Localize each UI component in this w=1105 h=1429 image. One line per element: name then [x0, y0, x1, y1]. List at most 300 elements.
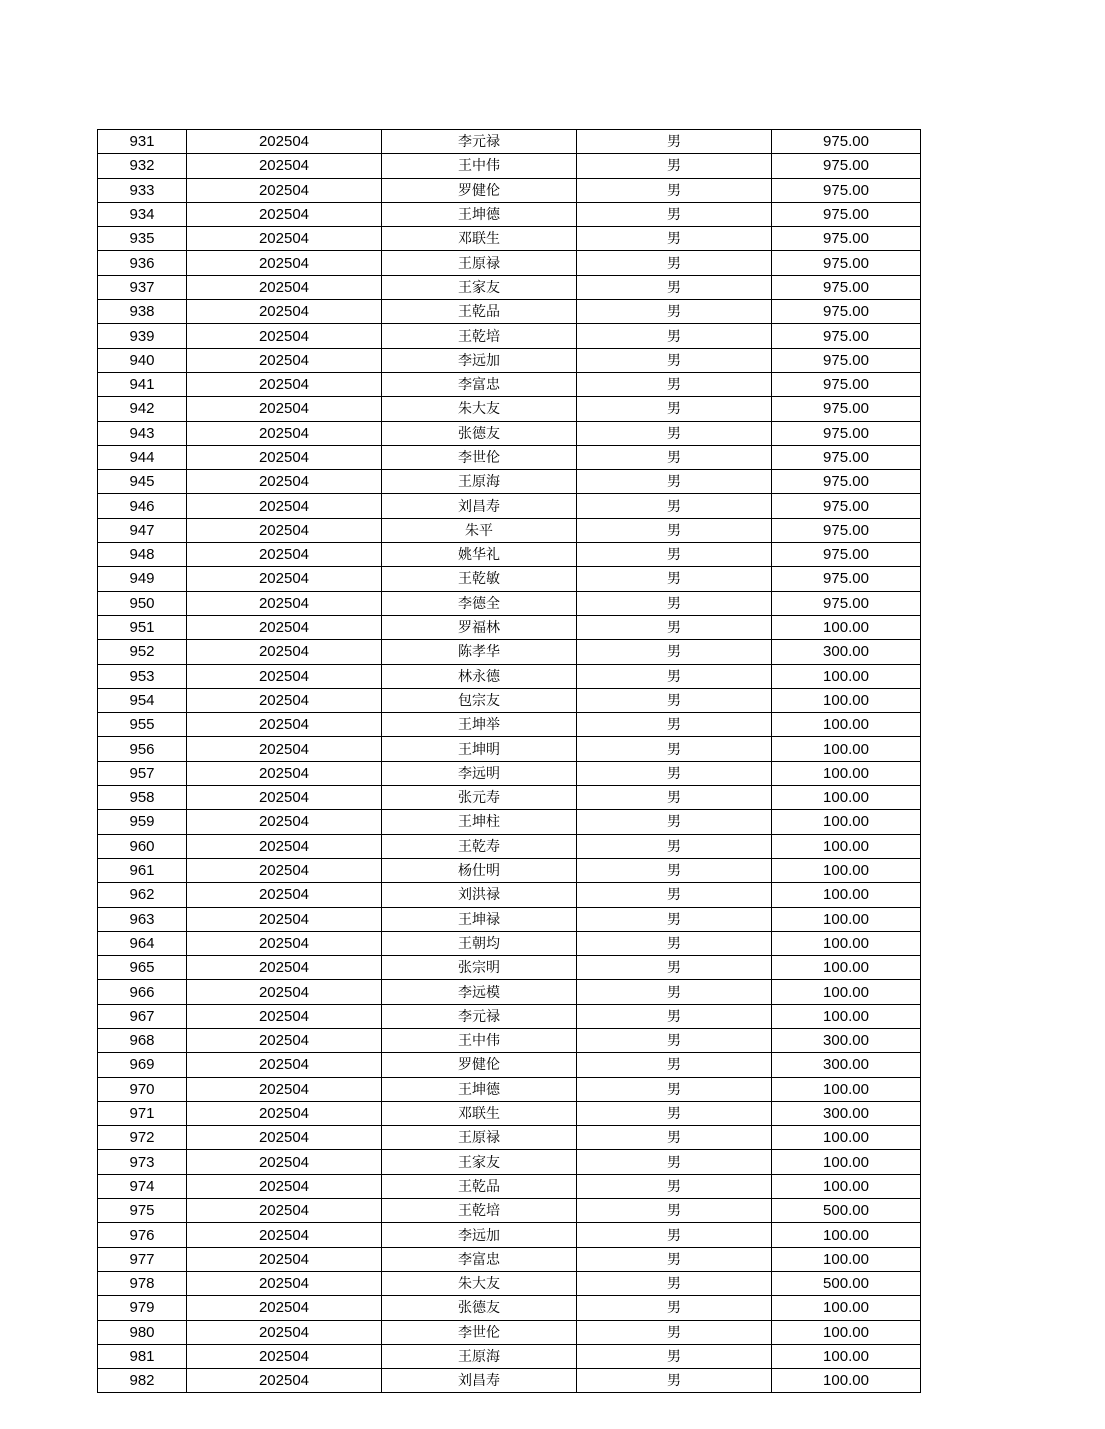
period-cell: 202504: [187, 1150, 382, 1174]
row-number-cell: 931: [98, 130, 187, 154]
row-number-cell: 972: [98, 1126, 187, 1150]
table-row: [98, 1150, 921, 1174]
period-cell: 202504: [187, 1296, 382, 1320]
period-cell: 202504: [187, 1174, 382, 1198]
table-row: [98, 931, 921, 955]
row-number-cell: 936: [98, 251, 187, 275]
row-number-cell: 977: [98, 1247, 187, 1271]
table-row: [98, 1101, 921, 1125]
row-number-cell: 933: [98, 178, 187, 202]
amount-cell: 100.00: [772, 1223, 921, 1247]
name-cell: 王原海: [382, 470, 577, 494]
name-cell: 李德全: [382, 591, 577, 615]
period-cell: 202504: [187, 178, 382, 202]
period-cell: 202504: [187, 786, 382, 810]
period-cell: 202504: [187, 494, 382, 518]
name-cell: 刘洪禄: [382, 883, 577, 907]
name-cell: 李世伦: [382, 445, 577, 469]
period-cell: 202504: [187, 543, 382, 567]
gender-cell: 男: [577, 786, 772, 810]
amount-cell: 100.00: [772, 858, 921, 882]
period-cell: 202504: [187, 737, 382, 761]
gender-cell: 男: [577, 518, 772, 542]
name-cell: 张宗明: [382, 956, 577, 980]
gender-cell: 男: [577, 931, 772, 955]
table-row: [98, 397, 921, 421]
amount-cell: 975.00: [772, 202, 921, 226]
row-number-cell: 954: [98, 688, 187, 712]
period-cell: 202504: [187, 664, 382, 688]
row-number-cell: 970: [98, 1077, 187, 1101]
name-cell: 刘昌寿: [382, 494, 577, 518]
row-number-cell: 959: [98, 810, 187, 834]
name-cell: 罗健伦: [382, 178, 577, 202]
name-cell: 王乾培: [382, 324, 577, 348]
name-cell: 王原禄: [382, 1126, 577, 1150]
row-number-cell: 934: [98, 202, 187, 226]
table-row: [98, 251, 921, 275]
row-number-cell: 949: [98, 567, 187, 591]
table-row: [98, 1174, 921, 1198]
amount-cell: 100.00: [772, 688, 921, 712]
row-number-cell: 941: [98, 372, 187, 396]
amount-cell: 975.00: [772, 227, 921, 251]
row-number-cell: 944: [98, 445, 187, 469]
name-cell: 王乾品: [382, 1174, 577, 1198]
amount-cell: 975.00: [772, 567, 921, 591]
gender-cell: 男: [577, 300, 772, 324]
name-cell: 王坤柱: [382, 810, 577, 834]
table-row: [98, 1126, 921, 1150]
table-row: [98, 713, 921, 737]
period-cell: 202504: [187, 1077, 382, 1101]
name-cell: 朱大友: [382, 397, 577, 421]
table-row: [98, 1199, 921, 1223]
row-number-cell: 948: [98, 543, 187, 567]
gender-cell: 男: [577, 543, 772, 567]
table-row: [98, 494, 921, 518]
table-row: [98, 1271, 921, 1295]
table-row: [98, 130, 921, 154]
name-cell: 罗福林: [382, 615, 577, 639]
name-cell: 李远明: [382, 761, 577, 785]
table-row: [98, 1077, 921, 1101]
table-row: [98, 810, 921, 834]
gender-cell: 男: [577, 202, 772, 226]
name-cell: 邓联生: [382, 227, 577, 251]
amount-cell: 975.00: [772, 300, 921, 324]
row-number-cell: 963: [98, 907, 187, 931]
amount-cell: 100.00: [772, 737, 921, 761]
gender-cell: 男: [577, 640, 772, 664]
period-cell: 202504: [187, 810, 382, 834]
period-cell: 202504: [187, 834, 382, 858]
table-row: [98, 1004, 921, 1028]
table-row: [98, 615, 921, 639]
amount-cell: 100.00: [772, 1004, 921, 1028]
row-number-cell: 962: [98, 883, 187, 907]
amount-cell: 975.00: [772, 348, 921, 372]
gender-cell: 男: [577, 1247, 772, 1271]
period-cell: 202504: [187, 931, 382, 955]
table-row: [98, 591, 921, 615]
amount-cell: 100.00: [772, 1369, 921, 1393]
name-cell: 王原禄: [382, 251, 577, 275]
row-number-cell: 958: [98, 786, 187, 810]
table-row: [98, 324, 921, 348]
gender-cell: 男: [577, 1271, 772, 1295]
amount-cell: 300.00: [772, 640, 921, 664]
gender-cell: 男: [577, 907, 772, 931]
amount-cell: 975.00: [772, 251, 921, 275]
name-cell: 李远加: [382, 1223, 577, 1247]
amount-cell: 100.00: [772, 980, 921, 1004]
amount-cell: 300.00: [772, 1101, 921, 1125]
amount-cell: 100.00: [772, 615, 921, 639]
table-row: [98, 786, 921, 810]
gender-cell: 男: [577, 713, 772, 737]
row-number-cell: 943: [98, 421, 187, 445]
amount-cell: 100.00: [772, 1077, 921, 1101]
gender-cell: 男: [577, 615, 772, 639]
table-row: [98, 1296, 921, 1320]
period-cell: 202504: [187, 1223, 382, 1247]
period-cell: 202504: [187, 130, 382, 154]
name-cell: 朱平: [382, 518, 577, 542]
period-cell: 202504: [187, 421, 382, 445]
gender-cell: 男: [577, 737, 772, 761]
gender-cell: 男: [577, 980, 772, 1004]
amount-cell: 100.00: [772, 1296, 921, 1320]
name-cell: 王家友: [382, 1150, 577, 1174]
gender-cell: 男: [577, 1101, 772, 1125]
amount-cell: 975.00: [772, 470, 921, 494]
amount-cell: 100.00: [772, 713, 921, 737]
gender-cell: 男: [577, 421, 772, 445]
amount-cell: 300.00: [772, 1053, 921, 1077]
amount-cell: 500.00: [772, 1199, 921, 1223]
period-cell: 202504: [187, 445, 382, 469]
table-row: [98, 737, 921, 761]
period-cell: 202504: [187, 956, 382, 980]
amount-cell: 100.00: [772, 956, 921, 980]
gender-cell: 男: [577, 567, 772, 591]
name-cell: 王乾敏: [382, 567, 577, 591]
period-cell: 202504: [187, 251, 382, 275]
row-number-cell: 973: [98, 1150, 187, 1174]
period-cell: 202504: [187, 1028, 382, 1052]
period-cell: 202504: [187, 688, 382, 712]
name-cell: 陈孝华: [382, 640, 577, 664]
row-number-cell: 956: [98, 737, 187, 761]
row-number-cell: 952: [98, 640, 187, 664]
name-cell: 王坤禄: [382, 907, 577, 931]
table-row: [98, 1344, 921, 1368]
name-cell: 王原海: [382, 1344, 577, 1368]
name-cell: 邓联生: [382, 1101, 577, 1125]
table-row: [98, 348, 921, 372]
table-row: [98, 883, 921, 907]
name-cell: 罗健伦: [382, 1053, 577, 1077]
row-number-cell: 937: [98, 275, 187, 299]
period-cell: 202504: [187, 1101, 382, 1125]
amount-cell: 975.00: [772, 372, 921, 396]
period-cell: 202504: [187, 615, 382, 639]
gender-cell: 男: [577, 324, 772, 348]
gender-cell: 男: [577, 688, 772, 712]
amount-cell: 975.00: [772, 494, 921, 518]
table-row: [98, 300, 921, 324]
amount-cell: 975.00: [772, 154, 921, 178]
row-number-cell: 935: [98, 227, 187, 251]
period-cell: 202504: [187, 324, 382, 348]
table-row: [98, 834, 921, 858]
table-row: [98, 907, 921, 931]
table-row: [98, 980, 921, 1004]
gender-cell: 男: [577, 1320, 772, 1344]
amount-cell: 975.00: [772, 518, 921, 542]
name-cell: 杨仕明: [382, 858, 577, 882]
table-row: [98, 275, 921, 299]
period-cell: 202504: [187, 372, 382, 396]
gender-cell: 男: [577, 1126, 772, 1150]
row-number-cell: 945: [98, 470, 187, 494]
period-cell: 202504: [187, 1053, 382, 1077]
row-number-cell: 957: [98, 761, 187, 785]
gender-cell: 男: [577, 834, 772, 858]
gender-cell: 男: [577, 761, 772, 785]
period-cell: 202504: [187, 1320, 382, 1344]
amount-cell: 100.00: [772, 1126, 921, 1150]
table-row: [98, 761, 921, 785]
name-cell: 李元禄: [382, 130, 577, 154]
gender-cell: 男: [577, 1053, 772, 1077]
name-cell: 王坤明: [382, 737, 577, 761]
row-number-cell: 979: [98, 1296, 187, 1320]
name-cell: 朱大友: [382, 1271, 577, 1295]
period-cell: 202504: [187, 713, 382, 737]
gender-cell: 男: [577, 883, 772, 907]
name-cell: 张德友: [382, 1296, 577, 1320]
row-number-cell: 971: [98, 1101, 187, 1125]
period-cell: 202504: [187, 275, 382, 299]
gender-cell: 男: [577, 227, 772, 251]
amount-cell: 975.00: [772, 591, 921, 615]
row-number-cell: 964: [98, 931, 187, 955]
name-cell: 李富忠: [382, 372, 577, 396]
row-number-cell: 975: [98, 1199, 187, 1223]
table-row: [98, 640, 921, 664]
table-row: [98, 1223, 921, 1247]
row-number-cell: 942: [98, 397, 187, 421]
row-number-cell: 938: [98, 300, 187, 324]
gender-cell: 男: [577, 664, 772, 688]
table-row: [98, 518, 921, 542]
table-row: [98, 202, 921, 226]
gender-cell: 男: [577, 348, 772, 372]
row-number-cell: 967: [98, 1004, 187, 1028]
gender-cell: 男: [577, 1369, 772, 1393]
row-number-cell: 960: [98, 834, 187, 858]
amount-cell: 975.00: [772, 445, 921, 469]
name-cell: 林永德: [382, 664, 577, 688]
table-row: [98, 956, 921, 980]
amount-cell: 500.00: [772, 1271, 921, 1295]
table-row: [98, 470, 921, 494]
name-cell: 王乾培: [382, 1199, 577, 1223]
gender-cell: 男: [577, 1028, 772, 1052]
period-cell: 202504: [187, 640, 382, 664]
table-row: [98, 688, 921, 712]
name-cell: 王乾品: [382, 300, 577, 324]
period-cell: 202504: [187, 883, 382, 907]
amount-cell: 100.00: [772, 1320, 921, 1344]
gender-cell: 男: [577, 154, 772, 178]
row-number-cell: 955: [98, 713, 187, 737]
period-cell: 202504: [187, 567, 382, 591]
table-row: [98, 445, 921, 469]
period-cell: 202504: [187, 1199, 382, 1223]
table-row: [98, 1369, 921, 1393]
table-row: [98, 421, 921, 445]
gender-cell: 男: [577, 1199, 772, 1223]
gender-cell: 男: [577, 1077, 772, 1101]
amount-cell: 975.00: [772, 397, 921, 421]
amount-cell: 975.00: [772, 275, 921, 299]
name-cell: 王坤举: [382, 713, 577, 737]
period-cell: 202504: [187, 1271, 382, 1295]
amount-cell: 100.00: [772, 1174, 921, 1198]
table-row: [98, 543, 921, 567]
name-cell: 王坤德: [382, 1077, 577, 1101]
name-cell: 王坤德: [382, 202, 577, 226]
table-row: [98, 178, 921, 202]
amount-cell: 975.00: [772, 178, 921, 202]
period-cell: 202504: [187, 1369, 382, 1393]
table-row: [98, 664, 921, 688]
name-cell: 王家友: [382, 275, 577, 299]
data-table: [97, 129, 921, 1393]
row-number-cell: 940: [98, 348, 187, 372]
gender-cell: 男: [577, 397, 772, 421]
row-number-cell: 974: [98, 1174, 187, 1198]
row-number-cell: 981: [98, 1344, 187, 1368]
gender-cell: 男: [577, 1004, 772, 1028]
table-row: [98, 1247, 921, 1271]
name-cell: 包宗友: [382, 688, 577, 712]
period-cell: 202504: [187, 591, 382, 615]
period-cell: 202504: [187, 227, 382, 251]
period-cell: 202504: [187, 980, 382, 1004]
amount-cell: 100.00: [772, 664, 921, 688]
table-row: [98, 1053, 921, 1077]
row-number-cell: 982: [98, 1369, 187, 1393]
gender-cell: 男: [577, 810, 772, 834]
name-cell: 李远模: [382, 980, 577, 1004]
amount-cell: 100.00: [772, 931, 921, 955]
table-row: [98, 858, 921, 882]
gender-cell: 男: [577, 858, 772, 882]
row-number-cell: 953: [98, 664, 187, 688]
name-cell: 张德友: [382, 421, 577, 445]
row-number-cell: 978: [98, 1271, 187, 1295]
row-number-cell: 961: [98, 858, 187, 882]
gender-cell: 男: [577, 445, 772, 469]
row-number-cell: 966: [98, 980, 187, 1004]
name-cell: 王中伟: [382, 154, 577, 178]
period-cell: 202504: [187, 858, 382, 882]
gender-cell: 男: [577, 1174, 772, 1198]
amount-cell: 975.00: [772, 421, 921, 445]
name-cell: 李元禄: [382, 1004, 577, 1028]
gender-cell: 男: [577, 470, 772, 494]
row-number-cell: 980: [98, 1320, 187, 1344]
gender-cell: 男: [577, 1223, 772, 1247]
table-row: [98, 227, 921, 251]
row-number-cell: 939: [98, 324, 187, 348]
period-cell: 202504: [187, 761, 382, 785]
gender-cell: 男: [577, 1344, 772, 1368]
row-number-cell: 976: [98, 1223, 187, 1247]
table-row: [98, 1028, 921, 1052]
period-cell: 202504: [187, 1344, 382, 1368]
gender-cell: 男: [577, 251, 772, 275]
table-body: [98, 130, 921, 1393]
period-cell: 202504: [187, 470, 382, 494]
gender-cell: 男: [577, 178, 772, 202]
name-cell: 李远加: [382, 348, 577, 372]
period-cell: 202504: [187, 154, 382, 178]
amount-cell: 975.00: [772, 543, 921, 567]
gender-cell: 男: [577, 1150, 772, 1174]
period-cell: 202504: [187, 202, 382, 226]
amount-cell: 100.00: [772, 883, 921, 907]
name-cell: 刘昌寿: [382, 1369, 577, 1393]
name-cell: 李富忠: [382, 1247, 577, 1271]
row-number-cell: 951: [98, 615, 187, 639]
amount-cell: 100.00: [772, 761, 921, 785]
amount-cell: 975.00: [772, 130, 921, 154]
name-cell: 李世伦: [382, 1320, 577, 1344]
amount-cell: 100.00: [772, 1344, 921, 1368]
row-number-cell: 969: [98, 1053, 187, 1077]
amount-cell: 100.00: [772, 834, 921, 858]
gender-cell: 男: [577, 130, 772, 154]
row-number-cell: 946: [98, 494, 187, 518]
amount-cell: 100.00: [772, 1150, 921, 1174]
period-cell: 202504: [187, 1126, 382, 1150]
period-cell: 202504: [187, 348, 382, 372]
period-cell: 202504: [187, 907, 382, 931]
name-cell: 王中伟: [382, 1028, 577, 1052]
period-cell: 202504: [187, 397, 382, 421]
gender-cell: 男: [577, 494, 772, 518]
gender-cell: 男: [577, 1296, 772, 1320]
amount-cell: 100.00: [772, 810, 921, 834]
gender-cell: 男: [577, 275, 772, 299]
table-row: [98, 372, 921, 396]
amount-cell: 975.00: [772, 324, 921, 348]
row-number-cell: 968: [98, 1028, 187, 1052]
name-cell: 张元寿: [382, 786, 577, 810]
row-number-cell: 965: [98, 956, 187, 980]
table-row: [98, 154, 921, 178]
amount-cell: 300.00: [772, 1028, 921, 1052]
gender-cell: 男: [577, 591, 772, 615]
period-cell: 202504: [187, 1247, 382, 1271]
amount-cell: 100.00: [772, 907, 921, 931]
name-cell: 姚华礼: [382, 543, 577, 567]
